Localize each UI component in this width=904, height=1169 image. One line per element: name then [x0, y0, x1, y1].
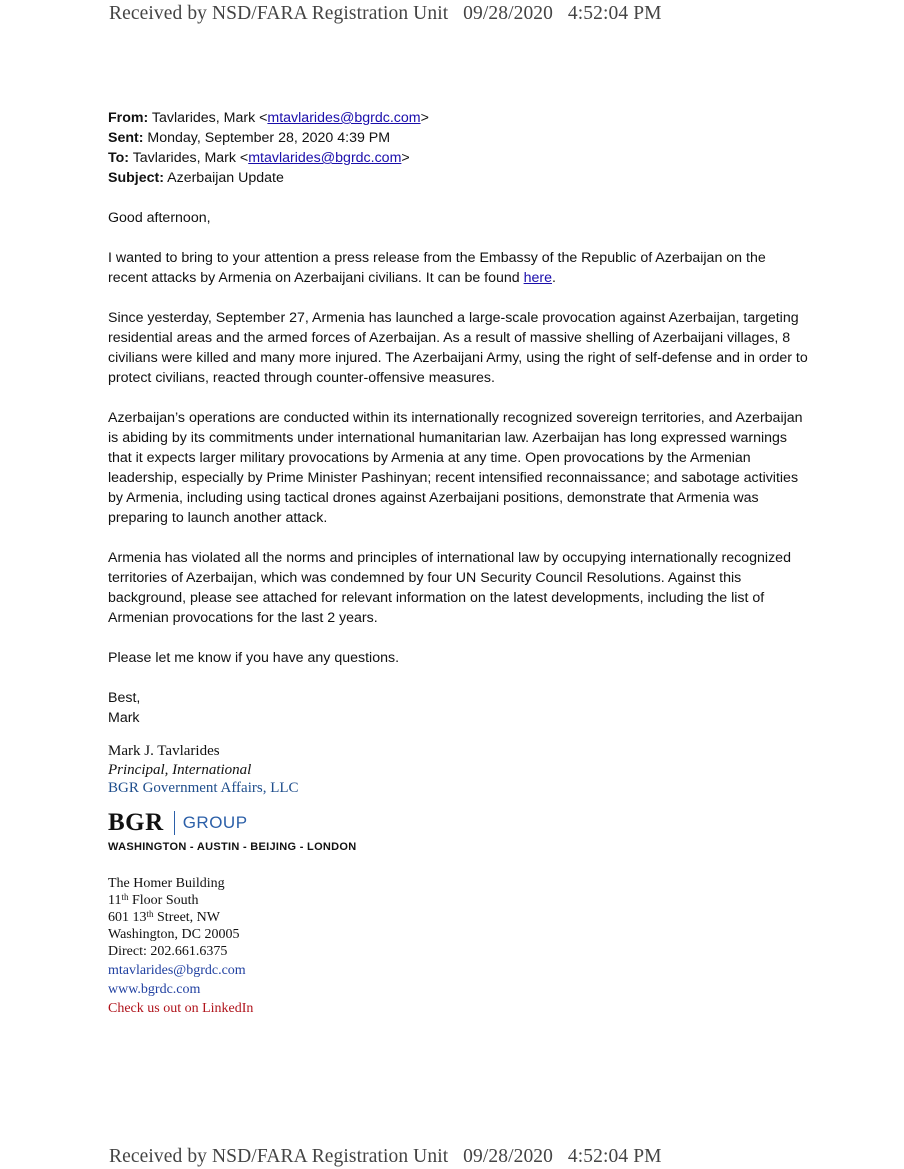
signature-email-link[interactable]: mtavlarides@bgrdc.com — [108, 963, 246, 978]
from-close: > — [420, 110, 429, 126]
paragraph-press-release — [108, 248, 808, 288]
direct-phone: Direct: 202.661.6375 — [108, 944, 228, 959]
subject-value: Azerbaijan Update — [167, 170, 284, 186]
signature-title: Principal, International — [108, 761, 252, 778]
street-rest: Street, NW — [153, 910, 220, 925]
sent-label: Sent: — [108, 130, 144, 146]
paragraph-questions: Please let me know if you have any questions. — [108, 650, 400, 666]
linkedin-link[interactable]: Check us out on LinkedIn — [108, 1001, 254, 1016]
street-line — [108, 909, 253, 926]
to-name: Tavlarides, Mark < — [132, 150, 249, 166]
to-label: To: — [108, 150, 130, 166]
closing: Best, — [108, 690, 141, 706]
fara-received-stamp-bottom: Received by NSD/FARA Registration Unit 09/28/2020 4:52:04 PM — [109, 1146, 662, 1167]
floor-line — [108, 892, 253, 909]
to-email-link[interactable]: mtavlarides@bgrdc.com — [248, 150, 402, 166]
floor-rest: Floor South — [128, 893, 199, 908]
from-email-link[interactable]: mtavlarides@bgrdc.com — [267, 110, 421, 126]
city-state-zip: Washington, DC 20005 — [108, 927, 240, 942]
from-line — [108, 108, 808, 128]
email-body — [108, 108, 808, 728]
website-link[interactable]: www.bgrdc.com — [108, 982, 201, 997]
to-line — [108, 148, 808, 168]
logo-bgr-text: BGR — [108, 809, 164, 836]
sent-line — [108, 128, 808, 148]
signature-company: BGR Government Affairs, LLC — [108, 780, 299, 796]
paragraph-international-law: Armenia has violated all the norms and principles of international law by occupying internationally recognized territories of Azerbaijan, which was condemned by four UN Security Council Resolutions. Against this background, please see attached for relevant information on the latest developments, including the list of Armenian provocations for the last 2 years. — [108, 550, 791, 626]
building-name: The Homer Building — [108, 876, 225, 891]
paragraph-provocation: Since yesterday, September 27, Armenia has launched a large-scale provocation against Azerbaijan, targeting residential areas and the armed forces of Azerbaijan. As a result of massive shelling of Azerbaijani villages, 8 civilians were killed and many more injured. The Azerbaijani Army, using the right of self-defense and in order to protect civilians, reacted through counter-offensive measures. — [108, 310, 808, 386]
from-label: From: — [108, 110, 149, 126]
floor-number: 11 — [108, 893, 122, 908]
street-number: 601 13 — [108, 910, 147, 925]
logo-divider — [174, 811, 175, 835]
logo-group-text: GROUP — [182, 813, 248, 832]
subject-label: Subject: — [108, 170, 164, 186]
sender-first-name: Mark — [108, 710, 140, 726]
street-suffix: th — [146, 909, 154, 919]
paragraph-press-release-text: I wanted to bring to your attention a press release from the Embassy of the Republic of Azerbaijan on the recent attacks by Armenia on Azerbaijani civilians. It can be found — [108, 250, 766, 286]
address-block — [108, 875, 253, 1017]
office-cities: WASHINGTON - AUSTIN - BEIJING - LONDON — [108, 841, 357, 853]
signature-block — [108, 742, 299, 798]
paragraph-operations: Azerbaijan’s operations are conducted within its internationally recognized sovereign territories, and Azerbaijan is abiding by its commitments under international humanitarian law. Azerbaijan has long expressed warnings that it expects larger military provocations by Armenia at any time. Open provocations by the Armenian leadership, especially by Prime Minister Pashinyan; recent intensified reconnaissance; and sabotage activities by Armenia, including using tactical drones against Azerbaijani positions, demonstrate that Armenia was preparing to launch another attack. — [108, 410, 803, 526]
to-close: > — [401, 150, 410, 166]
from-name: Tavlarides, Mark < — [151, 110, 268, 126]
subject-line — [108, 168, 808, 188]
floor-suffix: th — [121, 892, 129, 902]
paragraph-press-release-end: . — [552, 270, 556, 286]
bgr-group-logo — [108, 809, 248, 837]
sent-value: Monday, September 28, 2020 4:39 PM — [147, 130, 391, 146]
greeting: Good afternoon, — [108, 210, 211, 226]
here-link[interactable]: here — [523, 270, 553, 286]
signature-name: Mark J. Tavlarides — [108, 743, 220, 759]
fara-received-stamp-top: Received by NSD/FARA Registration Unit 09/28/2020 4:52:04 PM — [109, 3, 662, 24]
